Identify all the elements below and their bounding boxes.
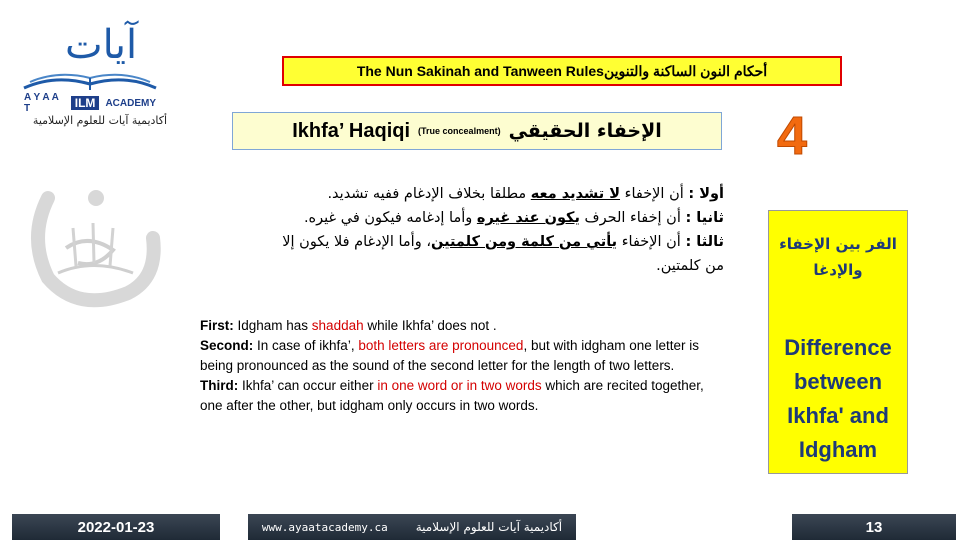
- logo-arabic-name: أكاديمية آيات للعلوم الإسلامية: [32, 114, 168, 127]
- panel-arabic-line-1: الفر بين الإخفاء: [779, 235, 897, 253]
- english-point-1-text: Idgham has: [233, 318, 312, 333]
- slide-footer: [0, 514, 960, 540]
- academy-logo: [10, 10, 170, 130]
- arabic-point-2-lead: ثانيا :: [685, 210, 724, 226]
- logo-wordmark: [24, 92, 156, 114]
- english-point-3-rest: which are recited together, one after the other, but idgham only occurs in two words.: [200, 378, 704, 413]
- arabic-point-2-text: أن إخفاء الحرف: [579, 210, 681, 226]
- rule-name-english: Ikhfa’ Haqiqi: [292, 119, 411, 142]
- arabic-point-2: [200, 206, 724, 230]
- panel-arabic-heading: [769, 231, 907, 283]
- panel-english-line-2: between: [793, 369, 883, 394]
- arabic-point-3-continuation: من كلمتين.: [656, 258, 724, 274]
- rule-note: (True concealment): [418, 126, 501, 136]
- arabic-point-3-lead: ثالثا :: [685, 234, 724, 250]
- title-arabic: أحكام النون الساكنة والتنوين: [603, 62, 768, 79]
- english-point-3-text: Ikhfa’ can occur either: [238, 378, 378, 393]
- english-point-1-highlight: shaddah: [311, 318, 364, 333]
- english-point-1: [200, 316, 728, 336]
- slide-title: [282, 56, 842, 86]
- english-point-3-lead: Third:: [200, 378, 239, 393]
- english-point-2-rest: , but with idgham one letter is being pronounced as the sound of the second letter for the length of two letters.: [200, 338, 700, 373]
- logo-ayaat: A Y A A T: [24, 92, 59, 114]
- arabic-point-1-lead: أولا :: [688, 186, 724, 202]
- logo-academy: ACADEMY: [105, 97, 156, 109]
- english-point-2-lead: Second:: [200, 338, 254, 353]
- panel-english-line-1: Difference: [784, 335, 892, 360]
- rule-name-arabic: الإخفاء الحقيقي: [508, 120, 662, 142]
- arabic-point-1-emphasis: لا تشديد معه: [530, 186, 621, 202]
- english-point-2: [200, 336, 728, 376]
- logo-ilm: ILM: [71, 96, 100, 110]
- english-point-3-highlight: in one word or in two words: [377, 378, 542, 393]
- arabic-point-2-emphasis: يكون عند غيره: [476, 210, 580, 226]
- open-book-icon: [20, 68, 160, 92]
- arabic-point-3-emphasis: يأتي من كلمة ومن كلمتين: [431, 234, 618, 250]
- calligraphy-emblem-icon: [18, 178, 166, 316]
- panel-arabic-line-2: والإدغا: [813, 261, 863, 279]
- panel-english-line-3: Ikhfa' and: [787, 403, 889, 428]
- arabic-point-3: [200, 230, 724, 254]
- english-explanation: [200, 316, 728, 416]
- english-point-2-text: In case of ikhfa’,: [253, 338, 359, 353]
- footer-academy-name: أكاديمية آيات للعلوم الإسلامية: [415, 520, 563, 534]
- english-point-3: [200, 376, 728, 416]
- arabic-point-2-rest: وأما إدغامه فيكون في غيره.: [303, 210, 477, 226]
- english-point-1-rest: while Ikhfa’ does not .: [363, 318, 497, 333]
- footer-date: 2022-01-23: [12, 514, 220, 540]
- rule-number: 4: [776, 106, 808, 166]
- english-point-2-highlight: both letters are pronounced: [358, 338, 524, 353]
- panel-english-line-4: Idgham: [798, 437, 878, 462]
- arabic-point-1-rest: مطلقا بخلاف الإدغام ففيه تشديد.: [327, 186, 531, 202]
- arabic-point-3-text: أن الإخفاء: [617, 234, 681, 250]
- english-point-1-lead: First:: [200, 318, 234, 333]
- difference-panel: [768, 210, 908, 474]
- panel-english-heading: [769, 331, 907, 467]
- footer-page-number: 13: [792, 514, 956, 540]
- arabic-point-1: [200, 182, 724, 206]
- footer-center: [248, 514, 576, 540]
- logo-calligraphy: آيات: [65, 22, 138, 68]
- footer-website-link[interactable]: www.ayaatacademy.ca: [261, 520, 388, 534]
- arabic-point-1-text: أن الإخفاء: [620, 186, 684, 202]
- title-english: The Nun Sakinah and Tanween Rules: [356, 63, 604, 79]
- arabic-explanation: [200, 182, 724, 278]
- arabic-point-3-rest: ، وأما الإدغام فلا يكون إلا: [282, 234, 432, 250]
- rule-heading: [232, 112, 722, 150]
